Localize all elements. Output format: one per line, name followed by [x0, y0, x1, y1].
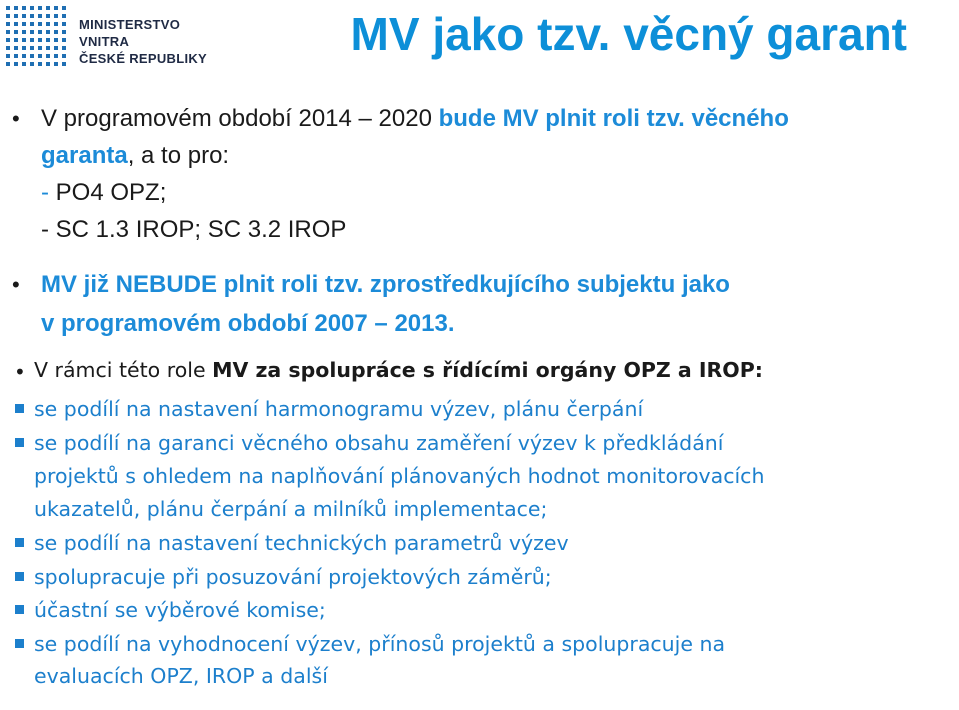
- p1-bold-b: garanta: [41, 142, 128, 169]
- dash-item-1-text: PO4 OPZ;: [49, 179, 167, 206]
- bullet-dot: •: [12, 106, 20, 131]
- p1-suffix: , a to pro:: [127, 142, 230, 169]
- list-item: se podílí na garanci věcného obsahu zaměření výzev k předkládání: [34, 431, 724, 455]
- square-bullet-icon: [15, 438, 24, 447]
- square-bullet-icon: [15, 605, 24, 614]
- list-item-continuation: ukazatelů, plánu čerpání a milníků implementace;: [34, 497, 548, 521]
- list-item: se podílí na nastavení technických parametrů výzev: [34, 531, 569, 555]
- square-bullet-icon: [15, 538, 24, 547]
- heading-bold: MV za spolupráce s řídícími orgány OPZ a IROP:: [212, 358, 763, 382]
- logo-line-1: MINISTERSTVO VNITRA: [79, 17, 181, 49]
- logo-text: [79, 16, 234, 67]
- paragraph-1-line-1: [41, 100, 789, 137]
- p1-bold-a: bude MV plnit roli tzv. věcného: [438, 105, 789, 132]
- list-item-continuation: evaluacích OPZ, IROP a další: [34, 664, 328, 688]
- dash-item-1: [41, 174, 166, 211]
- list-item: se podílí na nastavení harmonogramu výzev, plánu čerpání: [34, 397, 644, 421]
- dash-item-2: - SC 1.3 IROP; SC 3.2 IROP: [41, 216, 347, 243]
- bullet-dot: •: [14, 360, 26, 384]
- square-bullet-icon: [15, 404, 24, 413]
- slide-title: MV jako tzv. věcný garant: [350, 8, 907, 60]
- list-item: účastní se výběrové komise;: [34, 598, 326, 622]
- ministry-logo: [4, 4, 234, 68]
- list-item-continuation: projektů s ohledem na naplňování plánovaných hodnot monitorovacích: [34, 464, 765, 488]
- section-2-heading: [34, 358, 763, 382]
- square-bullet-icon: [15, 639, 24, 648]
- paragraph-2-line-2: v programovém období 2007 – 2013.: [41, 310, 455, 337]
- paragraph-1-line-2: [41, 137, 229, 174]
- list-item: spolupracuje při posuzování projektových záměrů;: [34, 565, 552, 589]
- heading-prefix: V rámci této role: [34, 358, 213, 382]
- list-item: se podílí na vyhodnocení výzev, přínosů projektů a spolupracuje na: [34, 632, 726, 656]
- dash-mark: -: [41, 179, 49, 206]
- paragraph-2-line-1: MV již NEBUDE plnit roli tzv. zprostředkujícího subjektu jako: [41, 271, 730, 298]
- p1-prefix: V programovém období 2014 – 2020: [41, 105, 439, 132]
- logo-grid-icon: [4, 4, 70, 68]
- bullet-dot: •: [12, 272, 20, 297]
- logo-line-2: ČESKÉ REPUBLIKY: [79, 51, 208, 66]
- square-bullet-icon: [15, 572, 24, 581]
